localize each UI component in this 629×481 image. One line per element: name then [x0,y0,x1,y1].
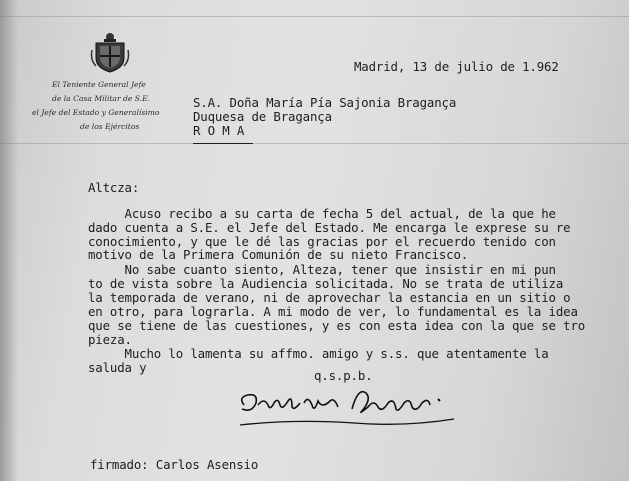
letterhead-line: el Jefe del Estado y Generalísimo [32,108,160,117]
handwritten-signature [234,383,460,435]
body-line: que se tiene de las cuestiones, y es con esta idea con la que se tro [88,318,586,333]
body-line: dado cuenta a S.E. el Jefe del Estado. Me encarga le exprese su re [88,220,571,235]
body-line: saluda y [88,360,147,375]
body-line: Acuso recibo a su carta de fecha 5 del actual, de la que he [88,206,556,221]
signed-by-line: firmado: Carlos Asensio [90,457,259,472]
closing-formula: q.s.p.b. [314,368,373,383]
recipient-title: Duquesa de Bragança [193,109,332,124]
body-line: la temporada de verano, ni de aprovechar la estancia en un sitio o [88,290,571,305]
recipient-city: R O M A [193,123,245,138]
city-underline [193,143,253,144]
letter-date: Madrid, 13 de julio de 1.962 [354,59,559,74]
body-line: Mucho lo lamenta su affmo. amigo y s.s. que atentamente la [88,346,549,361]
body-line: motivo de la Primera Comunión de su nieto Francisco. [88,247,469,262]
body-line: No sabe cuanto siento, Alteza, tener que insistir en mi pun [88,262,556,277]
letterhead-line: de la Casa Militar de S.E. [52,94,151,103]
paper-crease [0,143,629,144]
body-line: pieza. [88,332,132,347]
recipient-name: S.A. Doña María Pía Sajonia Bragança [193,95,457,110]
salutation: Altcza: [88,180,140,195]
body-line: conocimiento, y que le dé las gracias por el recuerdo tenido con [88,234,556,249]
body-line: to de vista sobre la Audiencia solicitada. No se trata de utiliza [88,276,564,291]
paper-crease [0,16,629,17]
coat-of-arms-icon [88,30,132,74]
body-line: en otro, para lograrla. A mi modo de ver, lo fundamental es la idea [88,304,578,319]
letterhead-line: de los Ejércitos [80,122,140,131]
letterhead-line: El Teniente General Jefe [52,80,146,89]
